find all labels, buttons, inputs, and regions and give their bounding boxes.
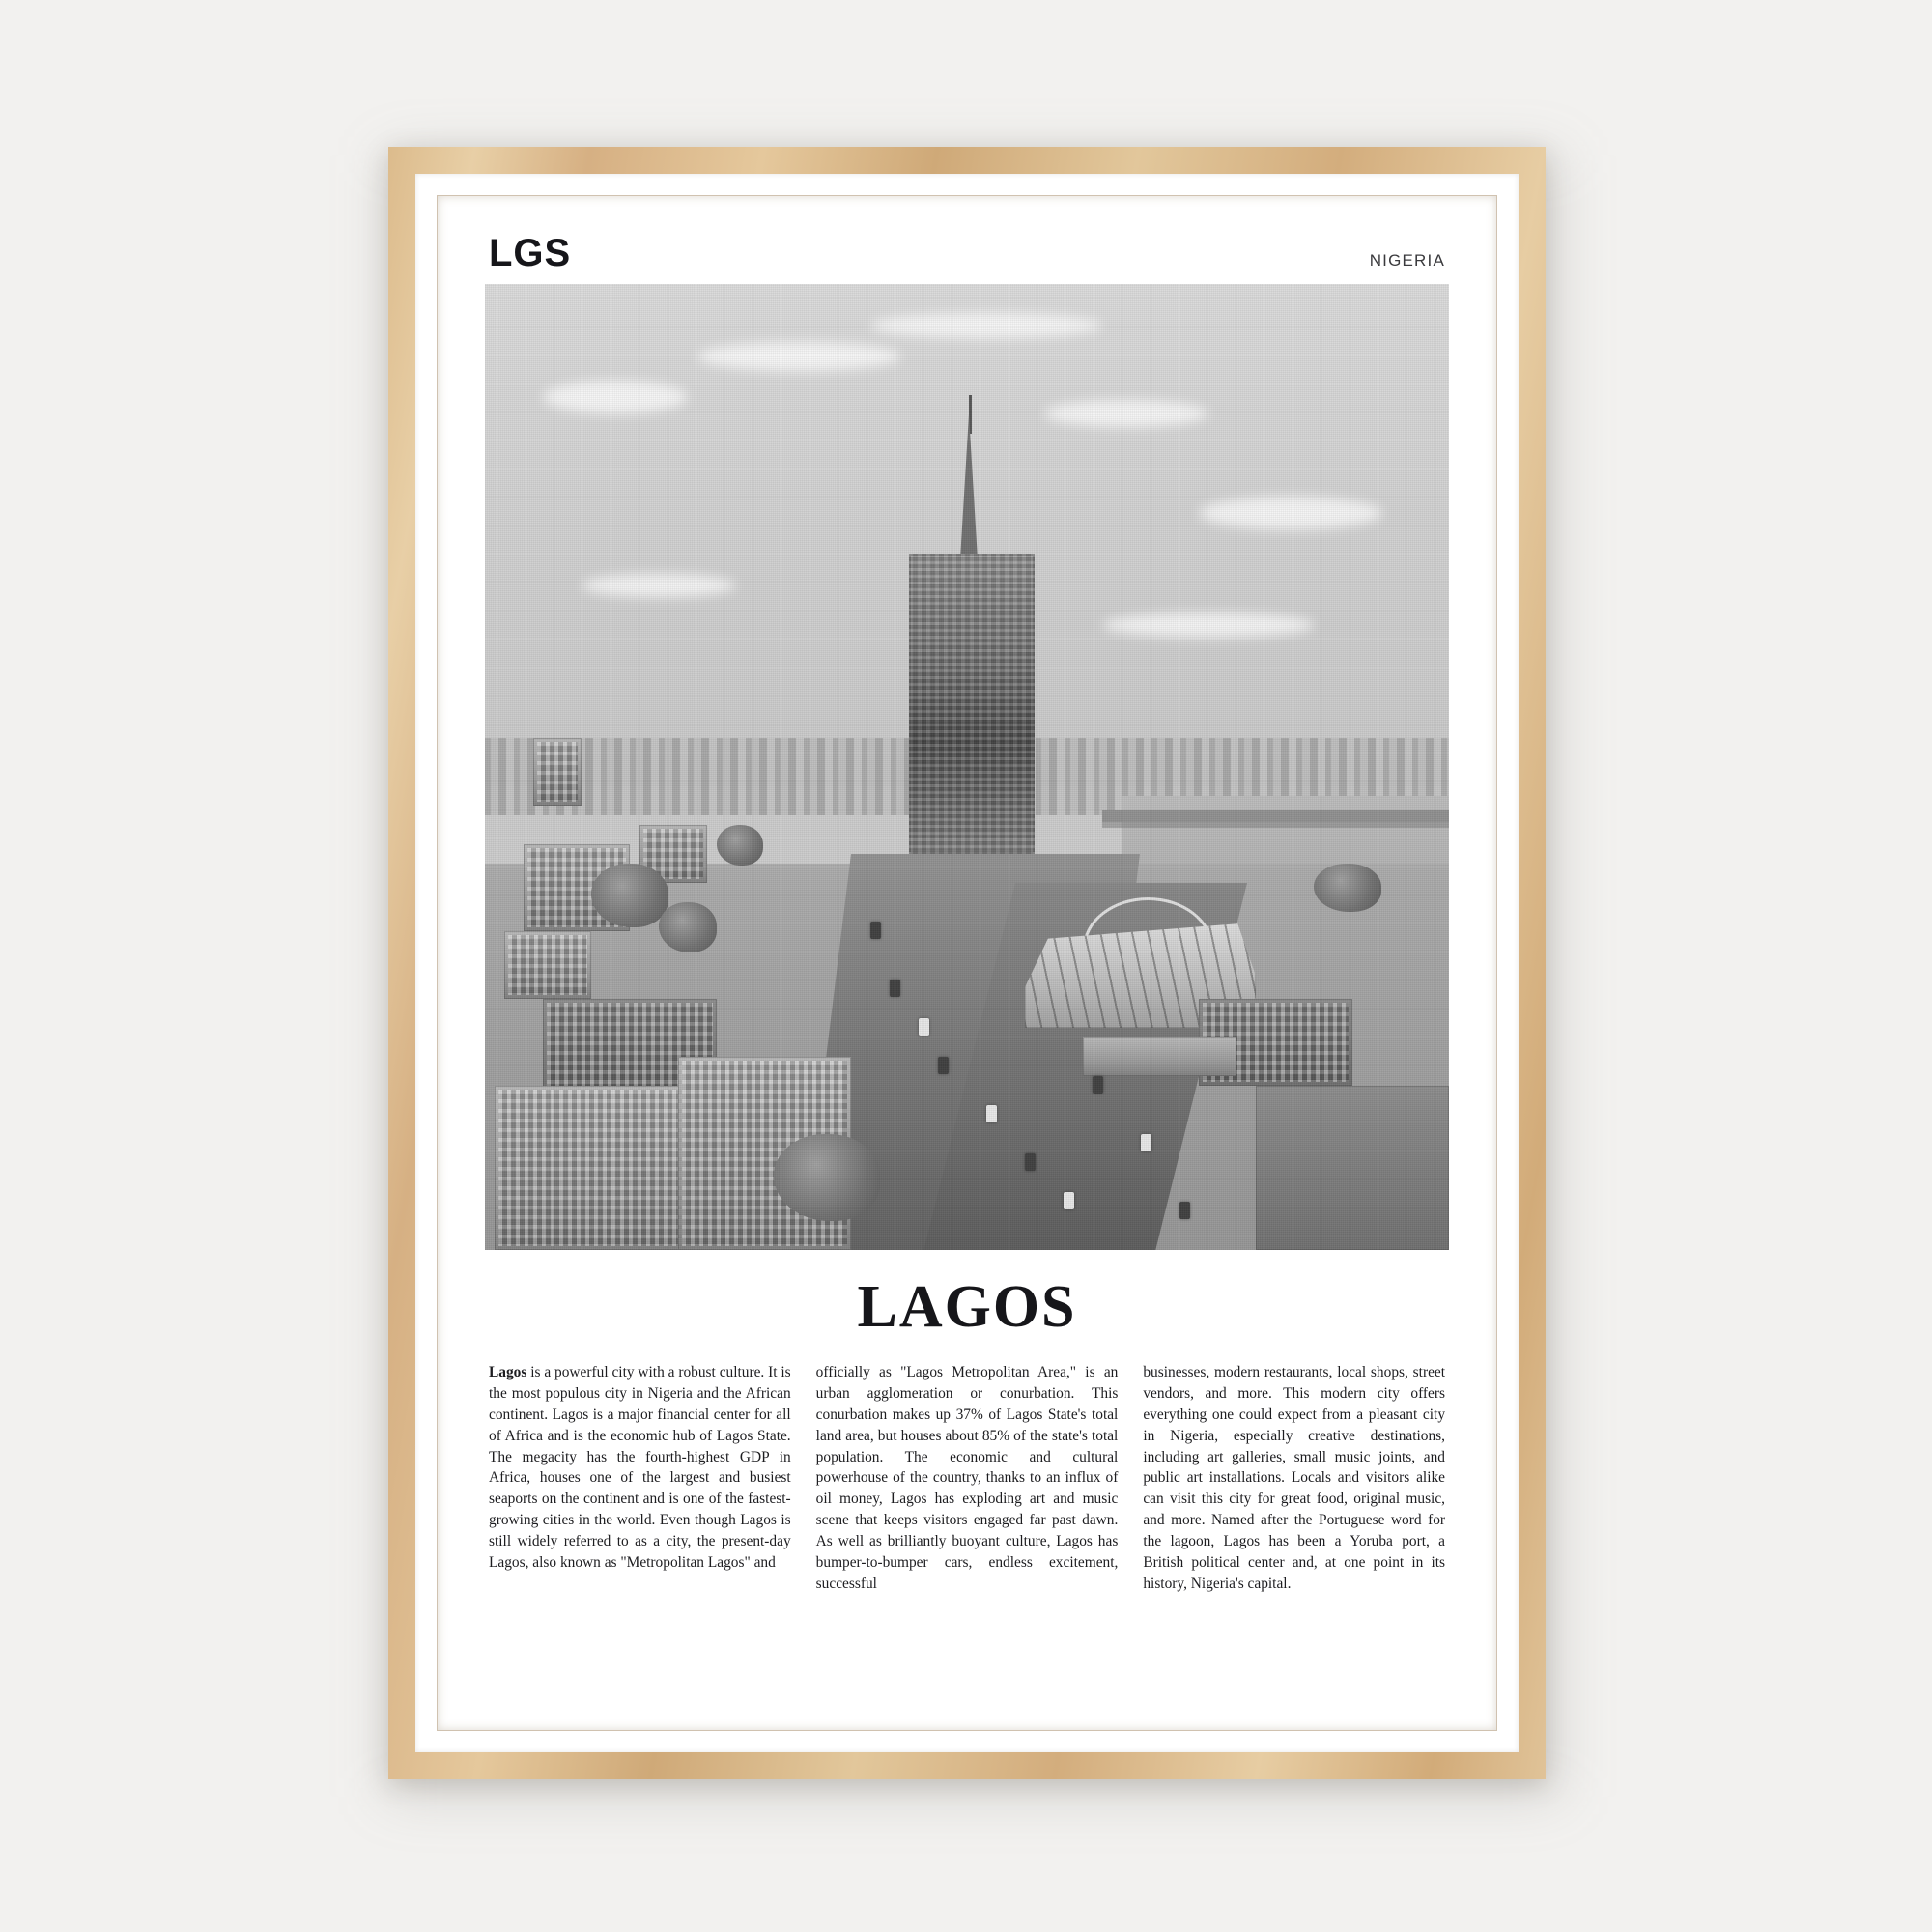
civic-centre-tower bbox=[909, 554, 1035, 854]
vehicle bbox=[919, 1018, 929, 1036]
cloud bbox=[543, 381, 688, 413]
city-code: LGS bbox=[489, 232, 572, 274]
picture-frame bbox=[388, 147, 1546, 1779]
body-lead-word: Lagos bbox=[489, 1364, 527, 1380]
cloud bbox=[1199, 497, 1382, 529]
poster-title: LAGOS bbox=[857, 1274, 1077, 1340]
vehicle bbox=[890, 980, 900, 997]
cloud bbox=[1102, 612, 1315, 638]
poster-header bbox=[485, 234, 1449, 284]
bridge bbox=[1102, 810, 1449, 822]
cloud bbox=[1044, 400, 1208, 427]
vehicle bbox=[1064, 1192, 1074, 1209]
vehicle bbox=[1093, 1076, 1103, 1094]
tower-spire bbox=[960, 414, 978, 559]
vehicle bbox=[986, 1105, 997, 1122]
tree bbox=[717, 825, 763, 866]
body-text: businesses, modern restaurants, local shops, street vendors, and more. This modern city offers everything one could expect from a pleasant city in Nigeria, especially creative destinations, including art galleries, small music joints, and public art installations. Locals and visitors alike can visit this city for great food, original music, and more. Named after the Portuguese word for the lagoon, Lagos has been a Yoruba port, a British political center and, at one point in its history, Nigeria's capital. bbox=[1143, 1364, 1446, 1592]
cloud bbox=[870, 313, 1102, 338]
vehicle bbox=[1025, 1153, 1036, 1171]
cloud bbox=[697, 342, 900, 371]
tree bbox=[1314, 864, 1381, 912]
frame-mat bbox=[415, 174, 1519, 1752]
body-column-3 bbox=[1143, 1362, 1445, 1595]
building bbox=[504, 931, 591, 999]
body-column-2 bbox=[816, 1362, 1119, 1595]
vehicle bbox=[938, 1057, 949, 1074]
vehicle bbox=[1179, 1202, 1190, 1219]
vehicle bbox=[870, 922, 881, 939]
country-label: NIGERIA bbox=[1369, 251, 1445, 270]
poster-body bbox=[485, 1362, 1449, 1595]
tree bbox=[591, 864, 668, 927]
body-text: is a powerful city with a robust culture. It is the most populous city in Nigeria and the African continent. Lagos is a major financial center for all of Africa and is the economic hub of Lagos State. The megacity has the fourth-highest GDP in Africa, houses one of the largest and busiest seaports on the continent and is one of the fastest-growing cities in the world. Even though Lagos is still widely referred to as a city, the present-day Lagos, also known as "Metropolitan Lagos" and bbox=[489, 1364, 791, 1571]
poster-artwork bbox=[485, 234, 1449, 1692]
city-photograph bbox=[485, 284, 1449, 1250]
body-column-1 bbox=[489, 1362, 791, 1595]
building bbox=[1256, 1086, 1449, 1250]
vehicle bbox=[1141, 1134, 1151, 1151]
building bbox=[533, 738, 582, 806]
building bbox=[1083, 1037, 1237, 1076]
tree bbox=[659, 902, 717, 952]
building bbox=[495, 1086, 707, 1250]
tree bbox=[774, 1134, 880, 1221]
cloud bbox=[582, 574, 736, 597]
body-text: officially as "Lagos Metropolitan Area," is an urban agglomeration or conurbation. This conurbation makes up 37% of Lagos State's total land area, but houses about 85% of the state's total population. The economic and cultural powerhouse of the country, thanks to an influx of oil money, Lagos has exploding art and music scene that keeps visitors engaged far past dawn. As well as brilliantly buoyant culture, Lagos has bumper-to-bumper cars, endless excitement, successful bbox=[815, 1364, 1119, 1592]
